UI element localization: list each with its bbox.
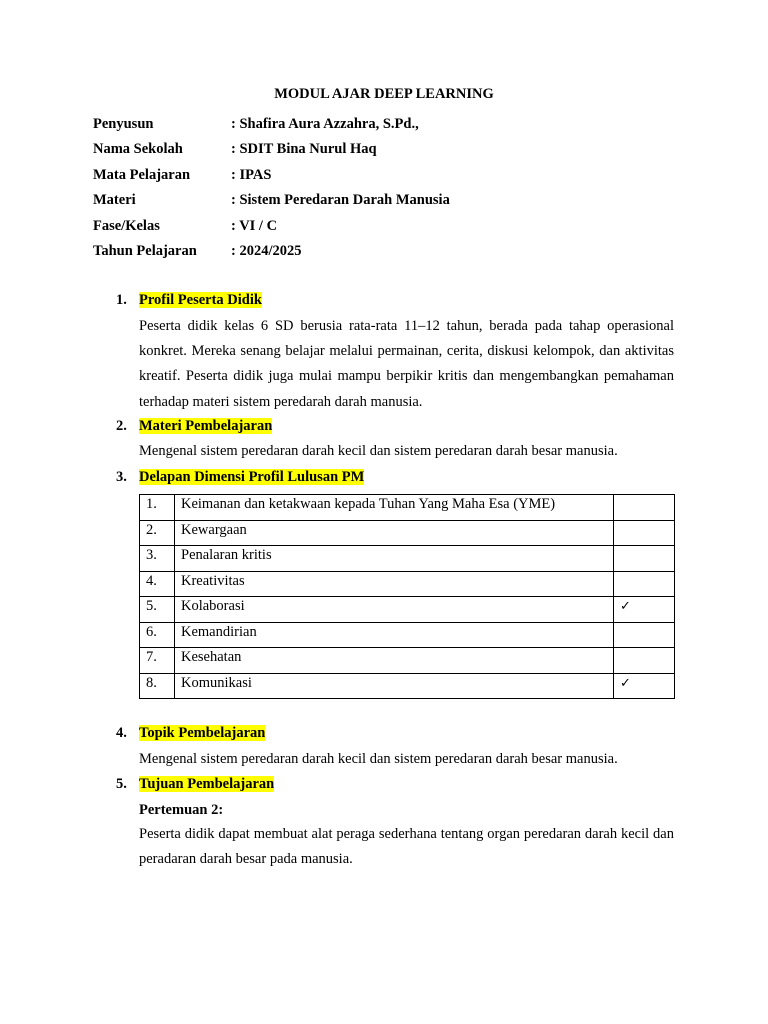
meta-value: : Sistem Peredaran Darah Manusia	[231, 192, 450, 209]
meta-row	[93, 216, 653, 241]
meta-value: : IPAS	[231, 166, 272, 183]
meta-row	[93, 190, 653, 215]
section-number: 5.	[116, 776, 127, 792]
dimensions-table	[139, 494, 675, 699]
section-heading-dimensi	[116, 467, 676, 488]
dimension-name: Kemandirian	[175, 622, 614, 648]
table-row	[140, 520, 675, 546]
section-title: Profil Peserta Didik	[139, 292, 262, 308]
meta-value: : VI / C	[231, 217, 278, 234]
table-row	[140, 648, 675, 674]
check-cell	[614, 546, 675, 572]
meeting-subheading: Pertemuan 2:	[139, 802, 224, 818]
meta-value: : SDIT Bina Nurul Haq	[231, 141, 377, 158]
section-heading-topik	[116, 723, 676, 744]
document-title: MODUL AJAR DEEP LEARNING	[274, 86, 494, 102]
meta-label: Tahun Pelajaran	[93, 242, 197, 259]
section-title: Materi Pembelajaran	[139, 418, 273, 434]
row-number: 2.	[140, 520, 175, 546]
meta-value: : Shafira Aura Azzahra, S.Pd.,	[231, 116, 419, 132]
row-number: 7.	[140, 648, 175, 674]
check-cell	[614, 673, 675, 699]
meta-label: Materi	[93, 192, 136, 209]
section-heading-profil	[116, 290, 676, 311]
table-row	[140, 673, 675, 699]
meta-row	[93, 241, 653, 266]
check-cell	[614, 648, 675, 674]
check-icon: ✓	[620, 599, 631, 614]
section-number: 2.	[116, 418, 127, 434]
row-number: 1.	[140, 495, 175, 521]
meta-label: Nama Sekolah	[93, 141, 183, 158]
row-number: 6.	[140, 622, 175, 648]
row-number: 3.	[140, 546, 175, 572]
meta-row	[93, 114, 653, 139]
section-number: 3.	[116, 469, 127, 485]
dimension-name: Penalaran kritis	[175, 546, 614, 572]
dimension-name: Komunikasi	[175, 673, 614, 699]
table-row	[140, 597, 675, 623]
meta-label: Mata Pelajaran	[93, 166, 191, 183]
check-icon: ✓	[620, 675, 631, 691]
section-title: Tujuan Pembelajaran	[139, 776, 275, 792]
dimension-name: Kewargaan	[175, 520, 614, 546]
section-paragraph-topik: Mengenal sistem peredaran darah kecil dan sistem peredaran darah besar manusia.	[139, 751, 618, 767]
check-cell	[614, 520, 675, 546]
meta-label: Penyusun	[93, 116, 154, 132]
dimension-name: Kesehatan	[175, 648, 614, 674]
section-paragraph-tujuan: Peserta didik dapat membuat alat peraga sederhana tentang organ peredaran darah kecil dan peradaran darah besar pada manusia.	[139, 826, 674, 868]
check-cell	[614, 495, 675, 521]
table-row	[140, 622, 675, 648]
table-row	[140, 571, 675, 597]
section-paragraph-materi: Mengenal sistem peredaran darah kecil dan sistem peredaran darah besar manusia.	[139, 443, 618, 459]
table-row	[140, 546, 675, 572]
section-number: 1.	[116, 292, 127, 308]
dimension-name: Kolaborasi	[175, 597, 614, 623]
section-heading-tujuan	[116, 774, 676, 795]
section-title: Delapan Dimensi Profil Lulusan PM	[139, 469, 365, 485]
meta-block	[93, 114, 653, 266]
dimension-name: Kreativitas	[175, 571, 614, 597]
meta-label: Fase/Kelas	[93, 217, 160, 234]
section-number: 4.	[116, 725, 127, 741]
section-paragraph-profil: Peserta didik kelas 6 SD berusia rata-rata 11–12 tahun, berada pada tahap operasional konkret. Mereka senang belajar melalui permainan, cerita, diskusi kelompok, dan aktivitas kreatif. Peserta didik juga mulai mampu berpikir kritis dan mengembangkan pemahaman terhadap materi sistem peredarah darah manusia.	[139, 318, 674, 410]
meta-row	[93, 165, 653, 190]
check-cell	[614, 597, 675, 623]
row-number: 8.	[140, 673, 175, 699]
meta-value: : 2024/2025	[231, 242, 302, 259]
meta-row	[93, 139, 653, 164]
row-number: 4.	[140, 571, 175, 597]
row-number: 5.	[140, 597, 175, 623]
section-title: Topik Pembelajaran	[139, 725, 266, 741]
table-row	[140, 495, 675, 521]
section-heading-materi	[116, 416, 676, 437]
check-cell	[614, 571, 675, 597]
dimension-name: Keimanan dan ketakwaan kepada Tuhan Yang Maha Esa (YME)	[175, 495, 614, 521]
check-cell	[614, 622, 675, 648]
